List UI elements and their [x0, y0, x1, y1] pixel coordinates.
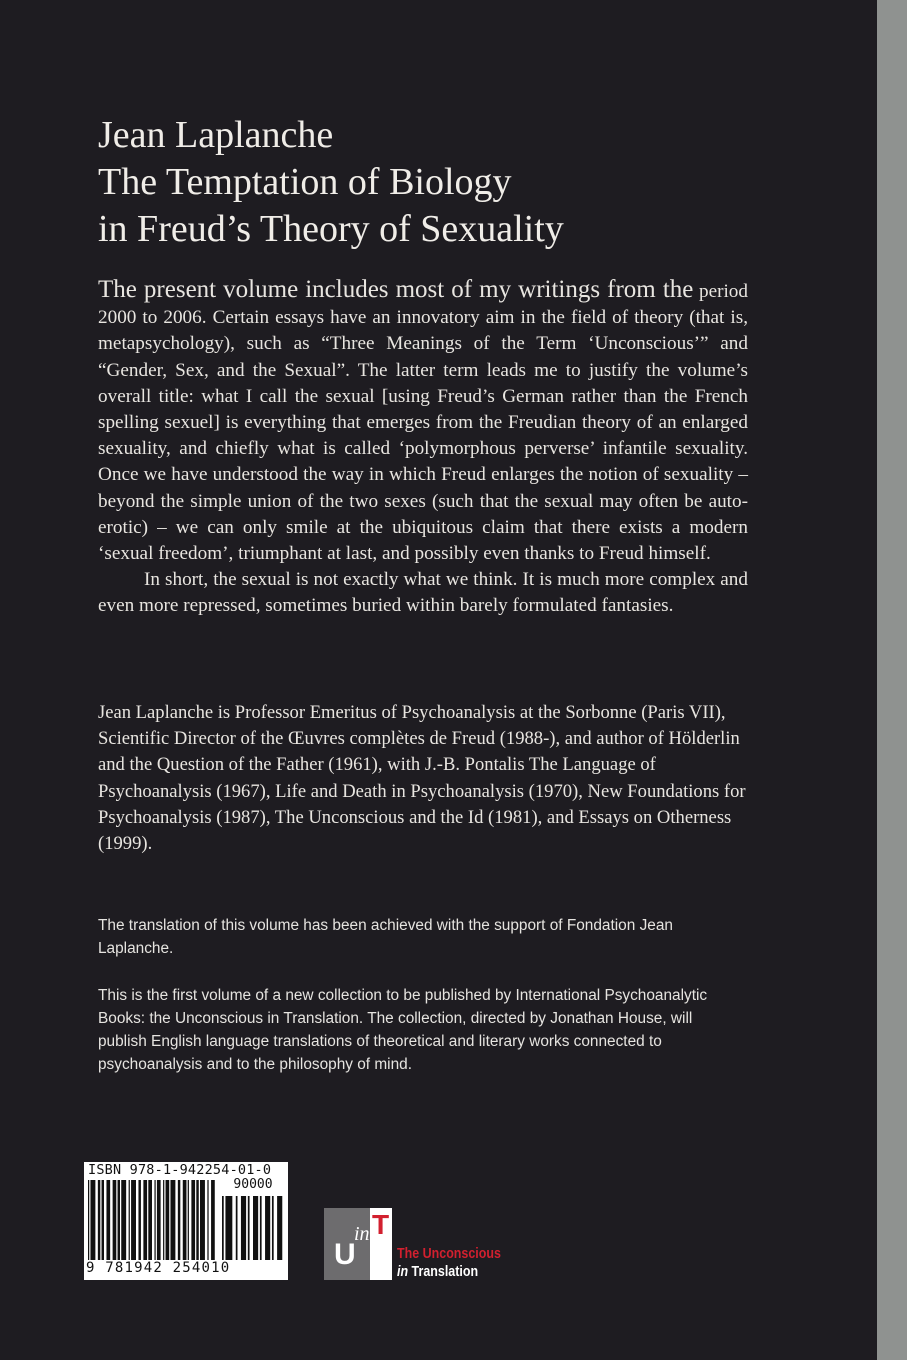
- barcode-bar: [222, 1196, 224, 1260]
- isbn-label: ISBN 978-1-942254-01-0: [88, 1162, 272, 1178]
- logo-letter-u: U: [334, 1238, 356, 1271]
- spine-strip: [877, 0, 907, 1360]
- barcode-bar: [121, 1180, 126, 1260]
- barcode-bar: [157, 1180, 161, 1260]
- barcode-bar: [178, 1180, 180, 1260]
- barcode-bar: [248, 1196, 250, 1260]
- isbn-barcode: [84, 1162, 288, 1280]
- publisher-name-line-1: The Unconscious: [397, 1246, 501, 1262]
- barcode-bar: [200, 1180, 205, 1260]
- barcode-bar: [260, 1196, 262, 1260]
- barcode-bar: [113, 1180, 117, 1260]
- barcode-bar: [196, 1180, 198, 1260]
- blurb-body-1: period 2000 to 2006. Certain essays have an innovatory aim in the field of theory (that is, metapsychology), such as “Three Meanings of the Term ‘Unconscious’” and “Gender, Sex, and the Sexual”. The latter term leads me to justify the volume’s overall title: what I call the sexual [using Freud’s German rather than the French spelling sexuel] is everything that emerges from the Freudian theory of an enlarged sexuality, and chiefly what is called ‘polymorphous perverse’ infantile sexuality. Once we have understood the way in which Freud enlarges the notion of sexuality – beyond the simple union of the two sexes (such that the sexual may often be auto-erotic) – we can only smile at the ubiquitous claim that there exists a modern ‘sexual freedom’, triumphant at last, and possibly even thanks to Freud himself.: [98, 281, 748, 565]
- barcode-bar: [272, 1196, 274, 1260]
- title-author: Jean Laplanche: [98, 114, 334, 156]
- translation-support-note: The translation of this volume has been achieved with the support of Fondation Jean Laplanche.: [98, 917, 673, 957]
- publisher-name-translation: Translation: [408, 1264, 479, 1280]
- logo-letters-in: in: [354, 1223, 370, 1245]
- barcode-bar: [102, 1180, 104, 1260]
- addon-number: 90000: [233, 1177, 273, 1192]
- publisher-logo-mark: [324, 1208, 392, 1280]
- barcode-bar: [225, 1196, 232, 1260]
- barcode-bar: [236, 1196, 238, 1260]
- barcode-bar: [277, 1196, 282, 1260]
- barcode-bar: [211, 1180, 215, 1260]
- barcode-bar: [241, 1196, 246, 1260]
- barcode-bar: [106, 1180, 110, 1260]
- blurb-paragraph-2: In short, the sexual is not exactly what we think. It is much more complex and even more repressed, sometimes buried within barely formulated fantasies.: [98, 569, 748, 617]
- barcode-bar: [148, 1180, 152, 1260]
- addon-bars: [222, 1196, 284, 1260]
- barcode-bar: [143, 1180, 147, 1260]
- back-cover-blurb: [98, 277, 748, 620]
- barcode-bar: [129, 1180, 130, 1260]
- barcode-bar: [163, 1180, 164, 1260]
- title-line-1: The Temptation of Biology: [98, 161, 512, 203]
- barcode-bar: [88, 1180, 89, 1260]
- barcode-bar: [207, 1180, 208, 1260]
- barcode-bar: [265, 1196, 270, 1260]
- blurb-paragraph-1: [98, 277, 748, 567]
- ean-number: 9 781942 254010: [86, 1260, 231, 1276]
- logo-letter-t: T: [372, 1209, 390, 1240]
- barcode-bar: [183, 1180, 187, 1260]
- barcode-bar: [253, 1196, 258, 1260]
- barcode-bar: [90, 1180, 95, 1260]
- barcode-bar: [138, 1180, 140, 1260]
- barcode-bar: [131, 1180, 136, 1260]
- barcode-bar: [188, 1180, 189, 1260]
- author-bio: Jean Laplanche is Professor Emeritus of Psychoanalysis at the Sorbonne (Paris VII), Scientific Director of the Œuvres complètes de Freud (1988-), and author of Hölderlin and the Question of the Father (1961), with J.-B. Pontalis The Language of Psychoanalysis (1967), Life and Death in Psychoanalysis (1970), New Foundations for Psychoanalysis (1987), The Unconscious and the Id (1981), and Essays on Otherness (1999).: [98, 702, 746, 855]
- barcode-bar: [191, 1180, 195, 1260]
- publisher-name-line-2: [397, 1263, 501, 1281]
- barcode-bar: [154, 1180, 155, 1260]
- book-title: [98, 112, 798, 253]
- collection-note: This is the first volume of a new collection to be published by International Psychoanalytic Books: the Unconscious in Translation. The collection, directed by Jonathan House, will publish English language translations of theoretical and literary works connected to psychoanalysis and to the philosophy of mind.: [98, 987, 708, 1073]
- barcode-bar: [118, 1180, 120, 1260]
- barcode-bar: [166, 1180, 170, 1260]
- barcode-bar: [170, 1180, 175, 1260]
- publisher-name: [397, 1245, 501, 1281]
- ean-bars: [88, 1180, 216, 1260]
- publisher-name-in: in: [397, 1264, 409, 1280]
- title-line-2: in Freud’s Theory of Sexuality: [98, 208, 564, 250]
- barcode-bar: [98, 1180, 100, 1260]
- blurb-lead: The present volume includes most of my writings from the: [98, 276, 694, 303]
